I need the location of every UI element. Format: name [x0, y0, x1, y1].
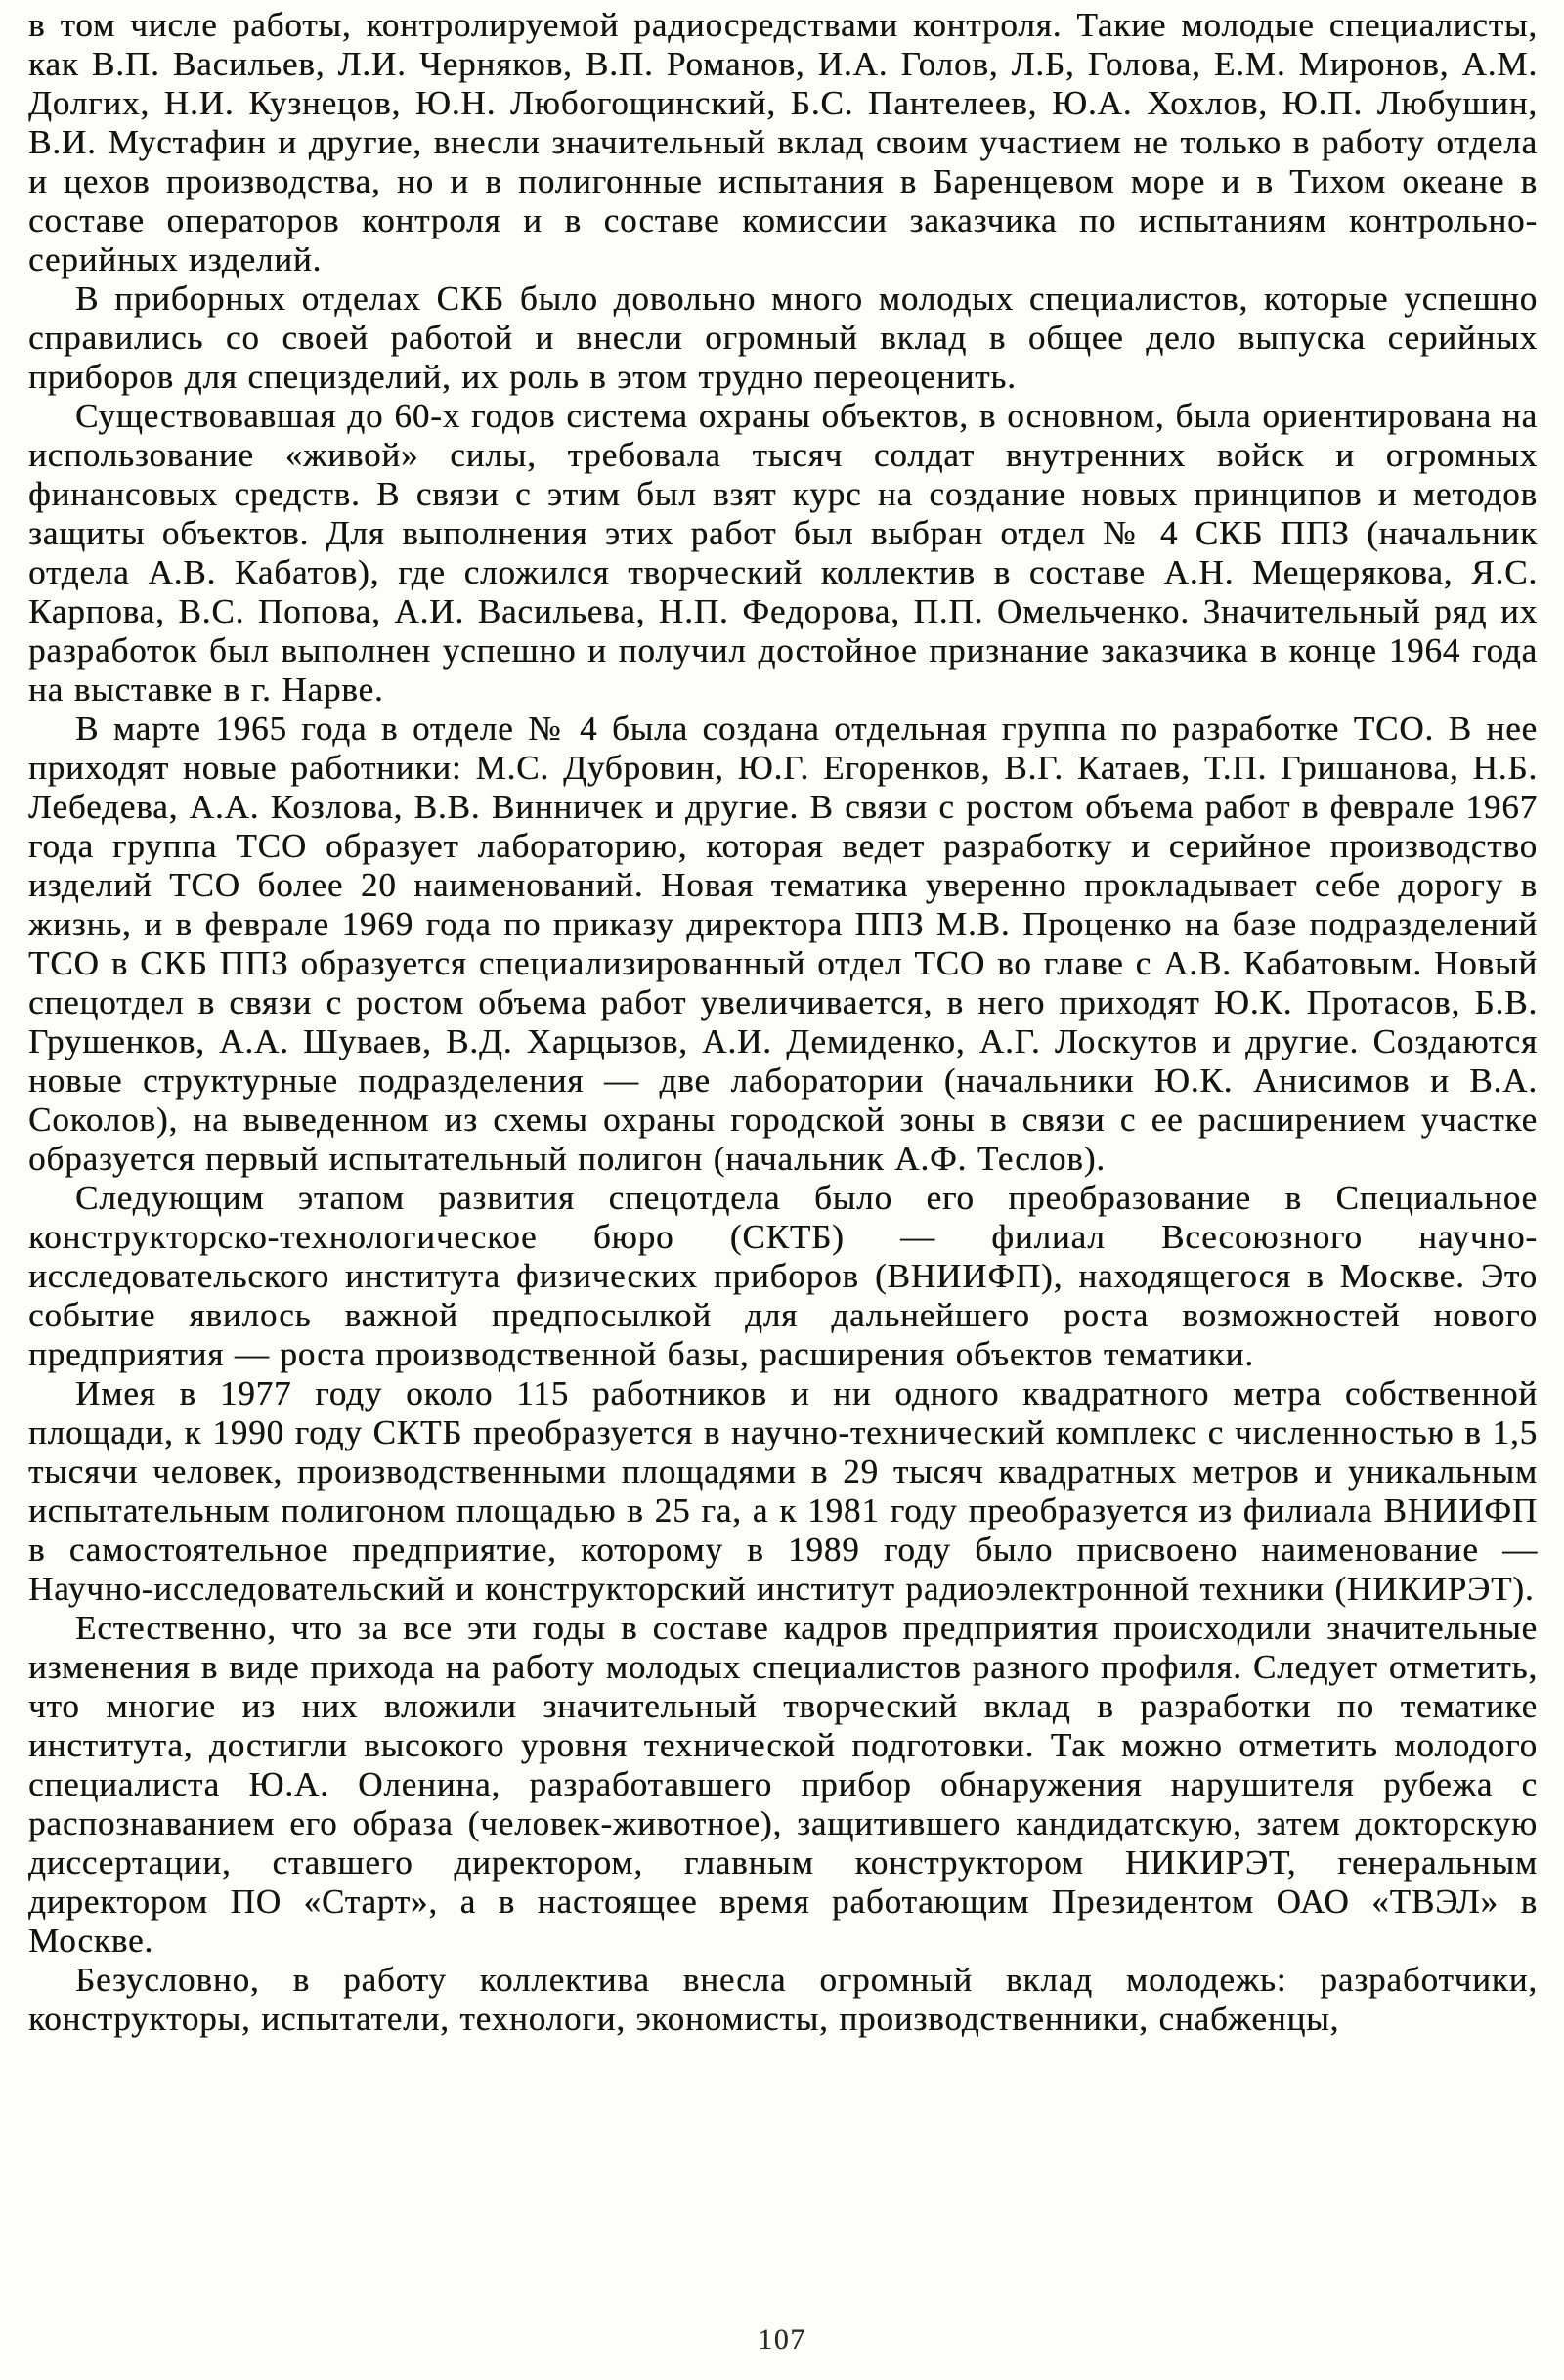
page-number: 107: [758, 2323, 806, 2356]
paragraph: Имея в 1977 году около 115 работников и ни одного квадратного метра собственной площади, к 1990 году СКТБ преобразуется в научно-технический комплекс с численностью в 1,5 тысячи человек, производственными площадями в 29 тысяч квадратных метров и уникальным испытательным полигоном площадью в 25 га, а к 1981 году преобразуется из филиала ВНИИФП в самостоятельное предприятие, которому в 1989 году было присвоено наименование — Научно-исследовательский и конструкторский институт радиоэлектронной техники (НИКИРЭТ).: [28, 1374, 1538, 1608]
page-footer: [0, 2323, 1564, 2357]
paragraph: В марте 1965 года в отделе № 4 была создана отдельная группа по разработке ТСО. В нее приходят новые работники: М.С. Дубровин, Ю.Г. Егоренков, В.Г. Катаев, Т.П. Гришанова, Н.Б. Лебедева, А.А. Козлова, В.В. Винничек и другие. В связи с ростом объема работ в феврале 1967 года группа ТСО образует лабораторию, которая ведет разработку и серийное производство изделий ТСО более 20 наименований. Новая тематика уверенно прокладывает себе дорогу в жизнь, и в феврале 1969 года по приказу директора ППЗ М.В. Проценко на базе подразделений ТСО в СКБ ППЗ образуется специализированный отдел ТСО во главе с А.В. Кабатовым. Новый спецотдел в связи с ростом объема работ увеличивается, в него приходят Ю.К. Протасов, Б.В. Грушенков, А.А. Шуваев, В.Д. Харцызов, А.И. Демиденко, А.Г. Лоскутов и другие. Создаются новые структурные подразделения — две лаборатории (начальники Ю.К. Анисимов и В.А. Соколов), на выведенном из схемы охраны городской зоны в связи с ее расширением участке образуется первый испытательный полигон (начальник А.Ф. Теслов).: [28, 710, 1538, 1178]
paragraph: Существовавшая до 60-х годов система охраны объектов, в основном, была ориентирована на использование «живой» силы, требовала тысяч солдат внутренних войск и огромных финансовых средств. В связи с этим был взят курс на создание новых принципов и методов защиты объектов. Для выполнения этих работ был выбран отдел № 4 СКБ ППЗ (начальник отдела А.В. Кабатов), где сложился творческий коллектив в составе А.Н. Мещерякова, Я.С. Карпова, В.С. Попова, А.И. Васильева, Н.П. Федорова, П.П. Омельченко. Значительный ряд их разработок был выполнен успешно и получил достойное признание заказчика в конце 1964 года на выставке в г. Нарве.: [28, 397, 1538, 709]
paragraph-continuation: в том числе работы, контролируемой радиосредствами контроля. Такие молодые специалисты, как В.П. Васильев, Л.И. Черняков, В.П. Романов, И.А. Голов, Л.Б, Голова, Е.М. Миронов, А.М. Долгих, Н.И. Кузнецов, Ю.Н. Любогощинский, Б.С. Пантелеев, Ю.А. Хохлов, Ю.П. Любушин, В.И. Мустафин и другие, внесли значительный вклад своим участием не только в работу отдела и цехов производства, но и в полигонные испытания в Баренцевом море и в Тихом океане в составе операторов контроля и в составе комиссии заказчика по испытаниям контрольно-серийных изделий.: [28, 6, 1538, 279]
paragraph: В приборных отделах СКБ было довольно много молодых специалистов, которые успешно справились со своей работой и внесли огромный вклад в общее дело выпуска серийных приборов для специзделий, их роль в этом трудно переоценить.: [28, 280, 1538, 396]
paragraph: Следующим этапом развития спецотдела было его преобразование в Специальное конструкторско-технологическое бюро (СКТБ) — филиал Всесоюзного научно-исследовательского института физических приборов (ВНИИФП), находящегося в Москве. Это событие явилось важной предпосылкой для дальнейшего роста возможностей нового предприятия — роста производственной базы, расширения объектов тематики.: [28, 1179, 1538, 1373]
paragraph: Безусловно, в работу коллектива внесла огромный вклад молодежь: разработчики, конструкторы, испытатели, технологи, экономисты, производственники, снабженцы,: [28, 1961, 1538, 2038]
paragraph: Естественно, что за все эти годы в составе кадров предприятия происходили значительные изменения в виде прихода на работу молодых специалистов разного профиля. Следует отметить, что многие из них вложили значительный творческий вклад в разработки по тематике института, достигли высокого уровня технической подготовки. Так можно отметить молодого специалиста Ю.А. Оленина, разработавшего прибор обнаружения нарушителя рубежа с распознаванием его образа (человек-животное), защитившего кандидатскую, затем докторскую диссертации, ставшего директором, главным конструктором НИКИРЭТ, генеральным директором ПО «Старт», а в настоящее время работающим Президентом ОАО «ТВЭЛ» в Москве.: [28, 1609, 1538, 1960]
